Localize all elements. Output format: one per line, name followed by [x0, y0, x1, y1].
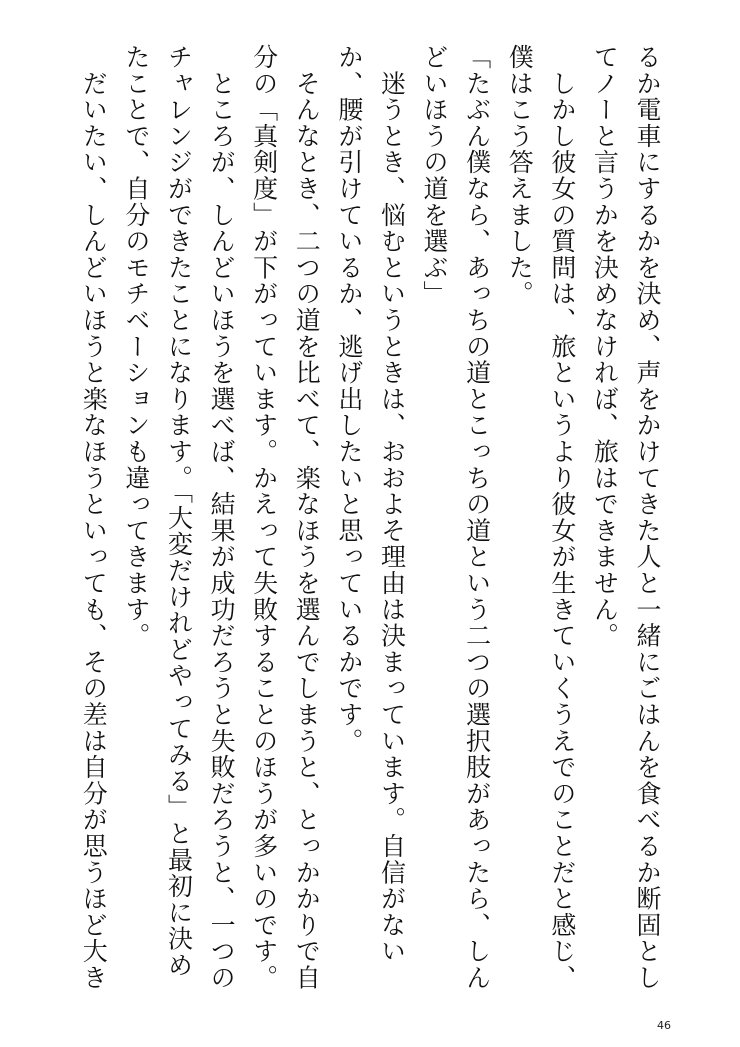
text-line: だいたい、しんどいほうと楽なほうといっても、その差は自分が思うほど大き: [79, 44, 109, 991]
text-line: ところが、しんどいほうを選べば、結果が成功だろうと失敗だろうと、一つの: [207, 44, 237, 991]
text-line: しかし彼女の質問は、旅というより彼女が生きていくうえでのことだと感じ、: [547, 44, 577, 991]
text-line: どいほうの道を選ぶ」: [420, 44, 450, 307]
text-line: てノーと言うかを決めなければ、旅はできません。: [590, 44, 620, 649]
text-line: そんなとき、二つの道を比べて、楽なほうを選んでしまうと、とっかかりで自: [292, 44, 322, 991]
text-line: 分の「真剣度」が下がっています。かえって失敗することのほうが多いのです。: [249, 44, 279, 991]
text-line: 迷うとき、悩むというときは、おおよそ理由は決まっています。自信がない: [377, 44, 407, 965]
text-line: るか電車にするかを決め、声をかけてきた人と一緒にごはんを食べるか断固とし: [633, 44, 662, 991]
text-line: チャレンジができたことになります。「大変だけれどやってみる」と最初に決め: [164, 44, 194, 979]
body-text: [72, 44, 668, 1004]
text-line: か、腰が引けているか、逃げ出したいと思っているかです。: [334, 44, 364, 755]
page-number: 46: [657, 1019, 671, 1032]
text-line: 僕はこう答えました。: [505, 44, 535, 307]
text-line: たことで、自分のモチベーションも違ってきます。: [121, 44, 151, 649]
text-line: 「たぶん僕なら、あっちの道とこっちの道という二つの選択肢があったら、しん: [462, 44, 492, 991]
